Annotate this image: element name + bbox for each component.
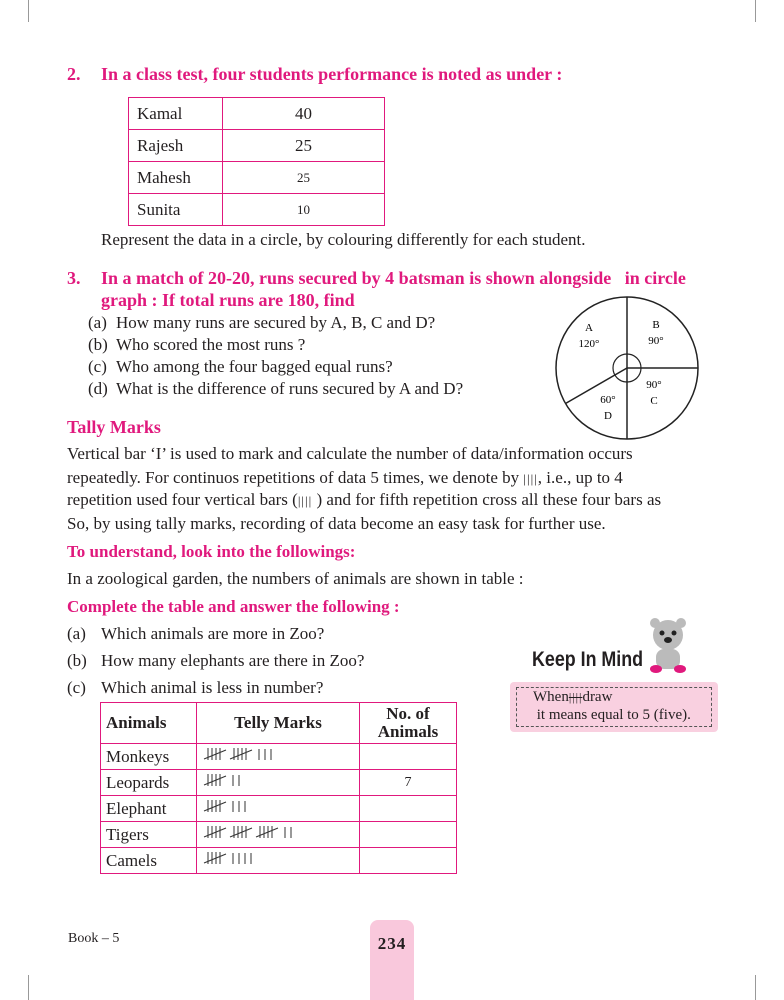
item-text: Which animal is less in number? — [101, 678, 324, 697]
paragraph: Vertical bar ‘I’ is used to mark and calculate the number of data/information occurs — [67, 444, 633, 463]
paragraph — [67, 468, 623, 488]
text: repeatedly. For continuos repetitions of data 5 times, we denote by — [67, 468, 520, 487]
question-title: graph : If total runs are 180, find — [101, 290, 355, 310]
question-number: 3. — [67, 268, 81, 288]
crop-mark — [755, 975, 756, 1000]
item-text: What is the difference of runs secured by A and D? — [116, 379, 464, 398]
tally-marks — [197, 822, 360, 848]
student-name: Rajesh — [129, 130, 223, 162]
student-marks: 25 — [223, 162, 385, 194]
item-text: How many elephants are there in Zoo? — [101, 651, 365, 670]
five-tally-icon: |||| — [568, 690, 583, 704]
text: draw — [582, 689, 613, 705]
table-row — [101, 822, 457, 848]
animal-count[interactable]: 7 — [360, 770, 457, 796]
text: , i.e., up to 4 — [537, 468, 623, 487]
question-number: 2. — [67, 64, 81, 84]
animal-name: Tigers — [101, 822, 197, 848]
item-text: Who among the four bagged equal runs? — [116, 357, 393, 376]
instruction: Represent the data in a circle, by colouring differently for each student. — [101, 230, 586, 249]
question-title: In a class test, four students performance is noted as under : — [101, 64, 563, 84]
animal-count[interactable] — [360, 848, 457, 874]
animal-name: Camels — [101, 848, 197, 874]
tiger-mascot-icon — [642, 617, 698, 677]
slice-label-A: A — [585, 322, 593, 334]
sub-question — [88, 313, 435, 333]
student-marks: 40 — [223, 98, 385, 130]
four-bars-icon: |||| — [523, 471, 538, 486]
sub-question — [88, 357, 393, 377]
item-label: (b) — [67, 651, 87, 670]
student-name: Mahesh — [129, 162, 223, 194]
header-count: No. of Animals — [360, 703, 457, 744]
animal-count[interactable] — [360, 796, 457, 822]
text: it means equal to 5 (five). — [536, 707, 691, 723]
animal-count[interactable] — [360, 822, 457, 848]
crop-mark — [755, 0, 756, 22]
crop-mark — [28, 975, 29, 1000]
tally-marks — [197, 796, 360, 822]
item-text: Who scored the most runs ? — [116, 335, 306, 354]
table-row — [101, 796, 457, 822]
keep-in-mind-box — [510, 682, 718, 732]
keep-in-mind-title: Keep In Mind — [532, 648, 644, 671]
marks-table — [128, 97, 385, 226]
animal-count[interactable] — [360, 744, 457, 770]
table-row — [129, 98, 385, 130]
table-row — [101, 848, 457, 874]
tally-marks — [197, 848, 360, 874]
item-text: How many runs are secured by A, B, C and D? — [116, 313, 436, 332]
pie-chart — [550, 293, 710, 443]
sub-question — [67, 624, 324, 644]
slice-angle-B: 90° — [648, 335, 664, 347]
paragraph: In a zoological garden, the numbers of animals are shown in table : — [67, 569, 524, 588]
student-marks: 10 — [223, 194, 385, 226]
subheading: To understand, look into the followings: — [67, 542, 356, 561]
sub-question — [88, 335, 305, 355]
student-name: Kamal — [129, 98, 223, 130]
animal-name: Leopards — [101, 770, 197, 796]
slice-angle-C: C — [650, 395, 658, 407]
slice-label-D: 60° — [600, 394, 616, 406]
text: ) and for fifth repetition cross all these four bars as — [316, 490, 662, 509]
animal-name: Elephant — [101, 796, 197, 822]
header-animals: Animals — [101, 703, 197, 744]
animals-table — [100, 702, 457, 874]
slice-label-B: B — [652, 319, 660, 331]
paragraph: So, by using tally marks, recording of data become an easy task for further use. — [67, 514, 606, 533]
table-row — [129, 162, 385, 194]
text: When — [533, 689, 569, 705]
header-tally: Telly Marks — [197, 703, 360, 744]
crop-mark — [28, 0, 29, 22]
item-label: (d) — [88, 379, 108, 398]
section-heading: Tally Marks — [67, 417, 161, 437]
four-bars-icon: |||| — [297, 493, 313, 508]
tally-marks — [197, 770, 360, 796]
book-label: Book – 5 — [68, 931, 120, 946]
slice-angle-D: D — [604, 410, 612, 422]
text: repetition used four vertical bars ( — [67, 490, 298, 509]
pie-slice-boundary — [566, 368, 627, 404]
item-text: Which animals are more in Zoo? — [101, 624, 325, 643]
sub-question — [67, 678, 323, 698]
table-row — [101, 770, 457, 796]
paragraph — [67, 490, 661, 510]
slice-label-C: 90° — [646, 379, 662, 391]
item-label: (c) — [88, 357, 107, 376]
item-label: (a) — [88, 313, 107, 332]
student-marks: 25 — [223, 130, 385, 162]
question-title: In a match of 20-20, runs secured by 4 batsman is shown alongside in circle — [101, 268, 686, 288]
sub-question — [67, 651, 364, 671]
item-label: (c) — [67, 678, 86, 697]
page-number: 234 — [377, 934, 407, 953]
sub-question — [88, 379, 463, 399]
table-row — [129, 130, 385, 162]
item-label: (b) — [88, 335, 108, 354]
table-row — [129, 194, 385, 226]
table-row — [101, 744, 457, 770]
item-label: (a) — [67, 624, 86, 643]
page-number-tab — [370, 920, 414, 1000]
tally-marks — [197, 744, 360, 770]
student-name: Sunita — [129, 194, 223, 226]
slice-angle-A: 120° — [578, 338, 600, 350]
subheading: Complete the table and answer the following : — [67, 597, 400, 616]
animal-name: Monkeys — [101, 744, 197, 770]
